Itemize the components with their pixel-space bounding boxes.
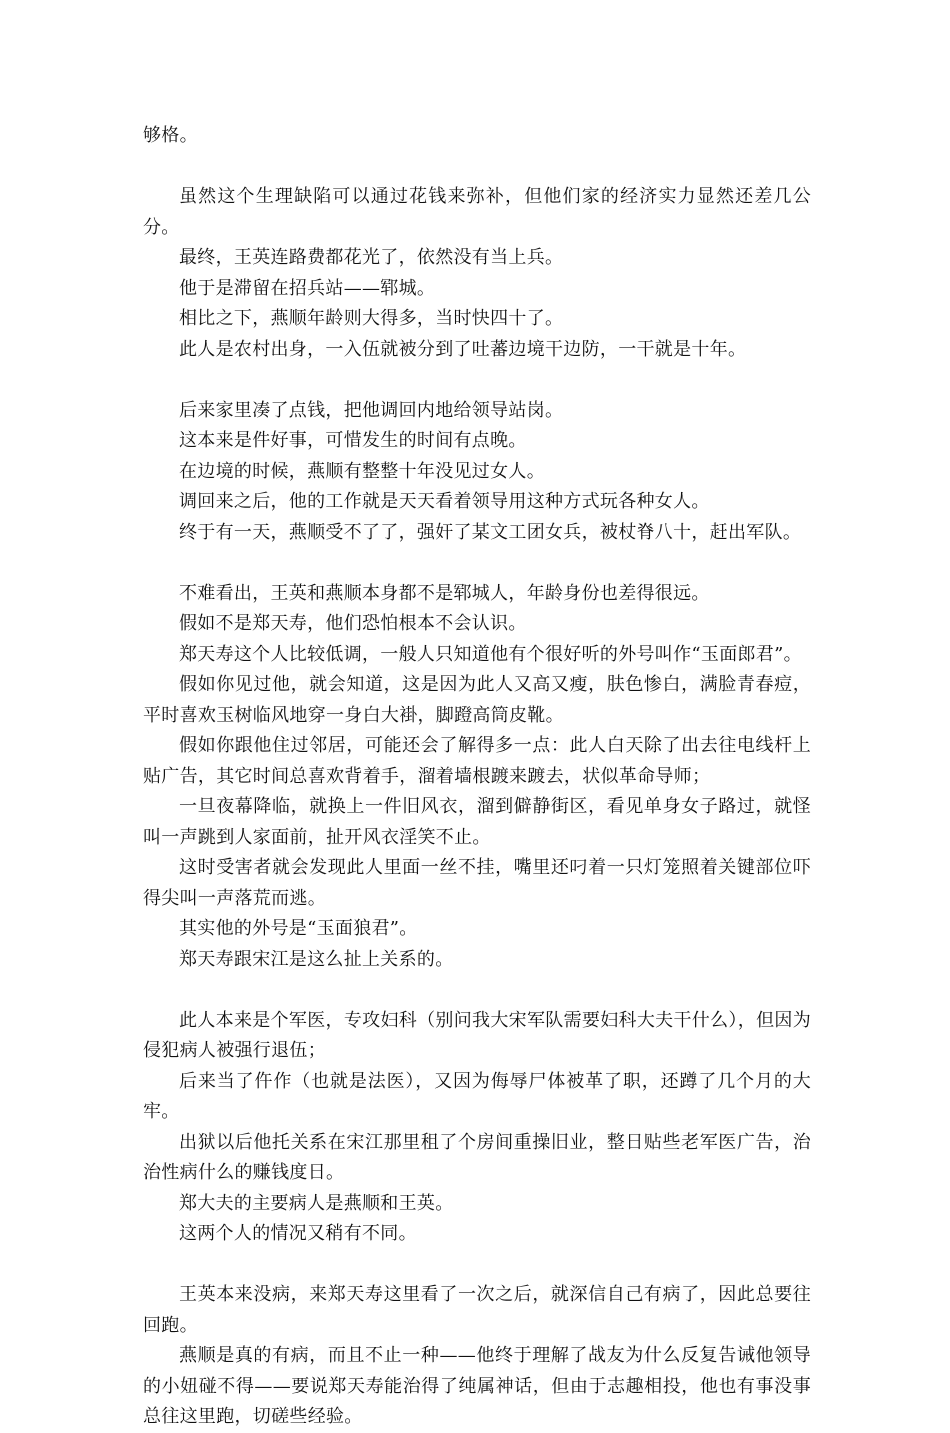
paragraph-spacer: [143, 1250, 811, 1281]
paragraph: 他于是滞留在招兵站——郓城。: [179, 277, 436, 299]
paragraph: 这时受害者就会发现此人里面一丝不挂，嘴里还叼着一只灯笼照着关键部位吓得尖叫一声落荒而逃。: [143, 857, 811, 909]
paragraph: 后来家里凑了点钱，把他调回内地给领导站岗。: [179, 399, 564, 421]
paragraph-spacer: [143, 365, 811, 396]
paragraph: 假如不是郑天寿，他们恐怕根本不会认识。: [179, 613, 527, 634]
paragraph: 在边境的时候，燕顺有整整十年没见过女人。: [179, 460, 545, 482]
paragraph: 终于有一天，燕顺受不了了，强奸了某文工团女兵，被杖脊八十，赶出军队。: [179, 521, 802, 543]
paragraph: 虽然这个生理缺陷可以通过花钱来弥补，但他们家的经济实力显然还差几公分。: [143, 186, 811, 238]
paragraph: 此人本来是个军医，专攻妇科（别问我大宋军队需要妇科大夫干什么），但因为侵犯病人被强行退伍；: [143, 1009, 811, 1061]
paragraph: 王英本来没病，来郑天寿这里看了一次之后，就深信自己有病了，因此总要往回跑。: [143, 1284, 811, 1336]
body-text: [143, 121, 811, 1433]
paragraph: 够格。: [143, 125, 198, 146]
paragraph: 郑天寿跟宋江是这么扯上关系的。: [179, 948, 454, 970]
paragraph: 郑大夫的主要病人是燕顺和王英。: [179, 1192, 454, 1214]
paragraph: 假如你跟他住过邻居，可能还会了解得多一点：此人白天除了出去往电线杆上贴广告，其它时间总喜欢背着手，溜着墙根踱来踱去，状似革命导师；: [143, 735, 811, 787]
paragraph-spacer: [143, 975, 811, 1006]
paragraph-spacer: [143, 548, 811, 579]
paragraph: 这两个人的情况又稍有不同。: [179, 1223, 417, 1244]
paragraph: 调回来之后，他的工作就是天天看着领导用这种方式玩各种女人。: [179, 491, 710, 512]
paragraph: 此人是农村出身，一入伍就被分到了吐蕃边境干边防，一干就是十年。: [179, 338, 747, 360]
paragraph: 后来当了仵作（也就是法医），又因为侮辱尸体被革了职，还蹲了几个月的大牢。: [143, 1070, 811, 1122]
paragraph: 郑天寿这个人比较低调，一般人只知道他有个很好听的外号叫作“玉面郎君”。: [179, 643, 802, 665]
paragraph: 最终，王英连路费都花光了，依然没有当上兵。: [179, 247, 564, 268]
paragraph: 假如你见过他，就会知道，这是因为此人又高又瘦，肤色惨白，满脸青春痘，平时喜欢玉树临风地穿一身白大褂，脚蹬高筒皮靴。: [143, 674, 811, 726]
paragraph: 这本来是件好事，可惜发生的时间有点晚。: [179, 430, 527, 451]
paragraph: 其实他的外号是“玉面狼君”。: [179, 918, 418, 939]
paragraph-spacer: [143, 152, 811, 183]
paragraph: 燕顺是真的有病，而且不止一种——他终于理解了战友为什么反复告诫他领导的小妞碰不得——要说郑天寿能治得了纯属神话，但由于志趣相投，他也有事没事总往这里跑，切磋些经验。: [143, 1345, 811, 1427]
paragraph: 一旦夜幕降临，就换上一件旧风衣，溜到僻静街区，看见单身女子路过，就怪叫一声跳到人家面前，扯开风衣淫笑不止。: [143, 796, 811, 848]
paragraph: 不难看出，王英和燕顺本身都不是郓城人，年龄身份也差得很远。: [179, 582, 710, 604]
paragraph: 相比之下，燕顺年龄则大得多，当时快四十了。: [179, 308, 564, 329]
paragraph: 出狱以后他托关系在宋江那里租了个房间重操旧业，整日贴些老军医广告，治治性病什么的赚钱度日。: [143, 1131, 811, 1183]
